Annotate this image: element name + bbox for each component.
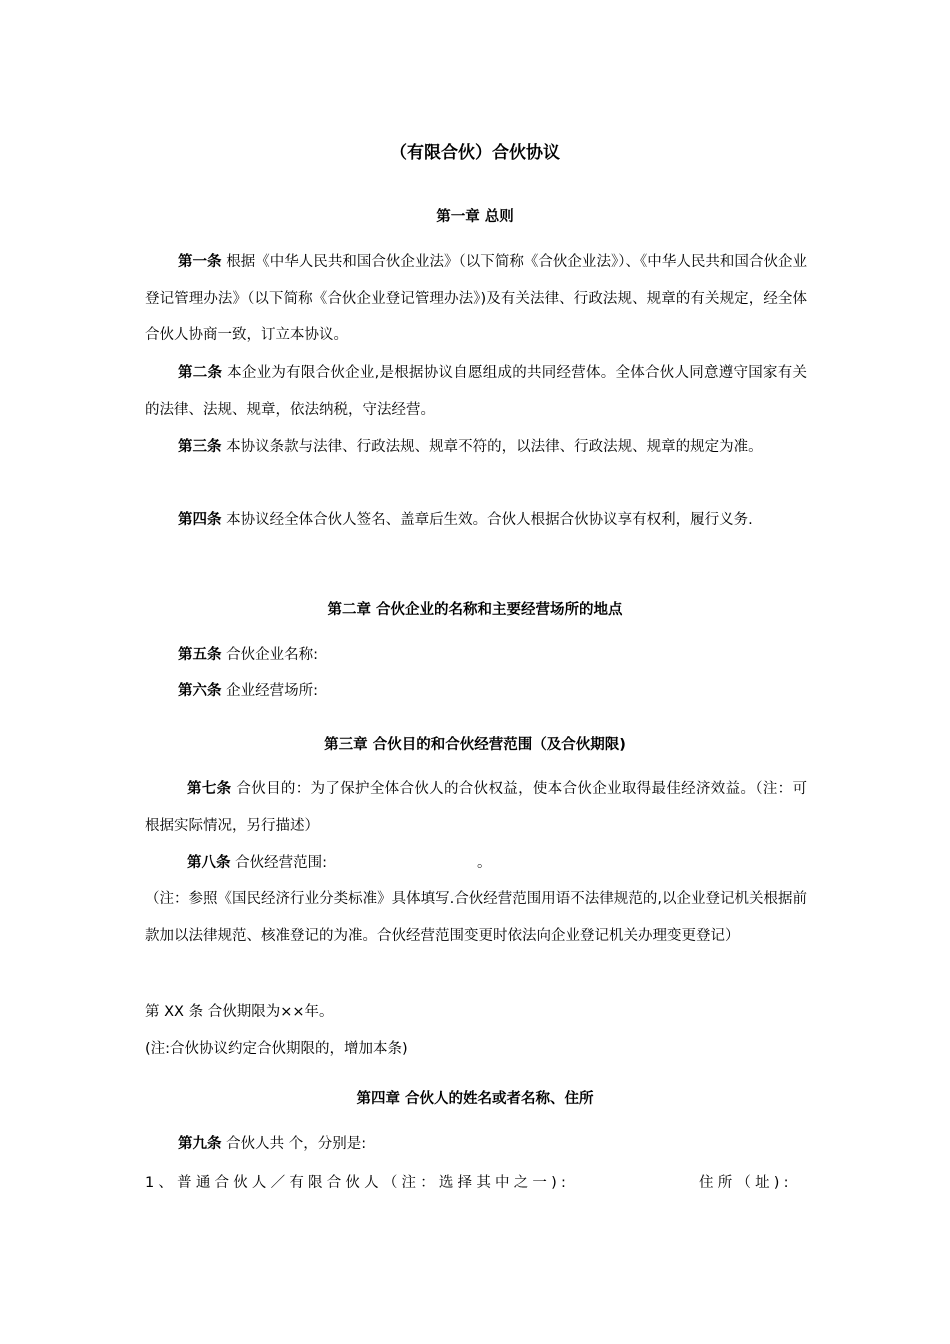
article-6-label: 第六条 [178,683,222,699]
article-4-text: 本协议经全体合伙人签名、盖章后生效。合伙人根据合伙协议享有权利，履行义务. [221,512,753,528]
chapter-2-heading: 第二章 合伙企业的名称和主要经营场所的地点 [327,602,623,618]
article-5-label: 第五条 [178,647,222,663]
article-3-label: 第三条 [178,439,222,455]
article-1-label: 第一条 [178,254,222,270]
term-article: 第 XX 条 合伙期限为××年。 [145,1004,334,1020]
partner-1-address: 住所（址): [699,1175,793,1191]
article-8-text: 合伙经营范围: [230,855,327,871]
article-1 [145,244,807,354]
chapter-4-heading: 第四章 合伙人的姓名或者名称、住所 [356,1091,594,1107]
article-9-text: 合伙人共 个，分别是: [221,1136,367,1152]
article-8-label: 第八条 [187,855,231,871]
article-5 [145,637,807,674]
article-2-label: 第二条 [178,365,223,381]
article-3 [145,429,807,466]
document-title: （有限合伙）合伙协议 [390,143,560,163]
scope-note: （注：参照《国民经济行业分类标准》具体填写.合伙经营范围用语不法律规范的,以企业登记机关根据前款加以法律规范、核准登记的为准。合伙经营范围变更时依法向企业登记机关办理变更登记） [145,891,807,944]
article-6 [145,673,807,710]
article-7 [145,771,807,844]
article-9 [145,1126,807,1163]
article-4 [145,502,807,539]
article-2-text: 本企业为有限合伙企业,是根据协议自愿组成的共同经营体。全体合伙人同意遵守国家有关的法律、法规、规章，依法纳税，守法经营。 [145,365,808,418]
term-note: (注:合伙协议约定合伙期限的，增加本条) [145,1041,408,1057]
partner-1-line: 1、普通合伙人／有限合伙人（注：选择其中之一): [145,1175,571,1191]
chapter-1-heading: 第一章 总则 [436,209,514,225]
article-3-text: 本协议条款与法律、行政法规、规章不符的，以法律、行政法规、规章的规定为准。 [221,439,763,455]
article-8-end: 。 [477,855,492,871]
article-9-label: 第九条 [178,1136,222,1152]
article-7-label: 第七条 [187,781,232,797]
article-7-text: 合伙目的：为了保护全体合伙人的合伙权益，使本合伙企业取得最佳经济效益。（注：可根据实际情况，另行描述） [145,781,808,834]
article-4-label: 第四条 [178,512,222,528]
article-5-text: 合伙企业名称: [221,647,318,663]
article-2 [145,355,807,428]
article-6-text: 企业经营场所: [221,683,318,699]
article-8 [145,845,807,882]
article-1-text: 根据《中华人民共和国合伙企业法》（以下简称《合伙企业法》）、《中华人民共和国合伙企业登记管理办法》（以下简称《合伙企业登记管理办法》)及有关法律、行政法规、规章的有关规定，经全体合伙人协商一致，订立本协议。 [145,254,807,343]
chapter-3-heading: 第三章 合伙目的和合伙经营范围（及合伙期限) [324,737,626,753]
